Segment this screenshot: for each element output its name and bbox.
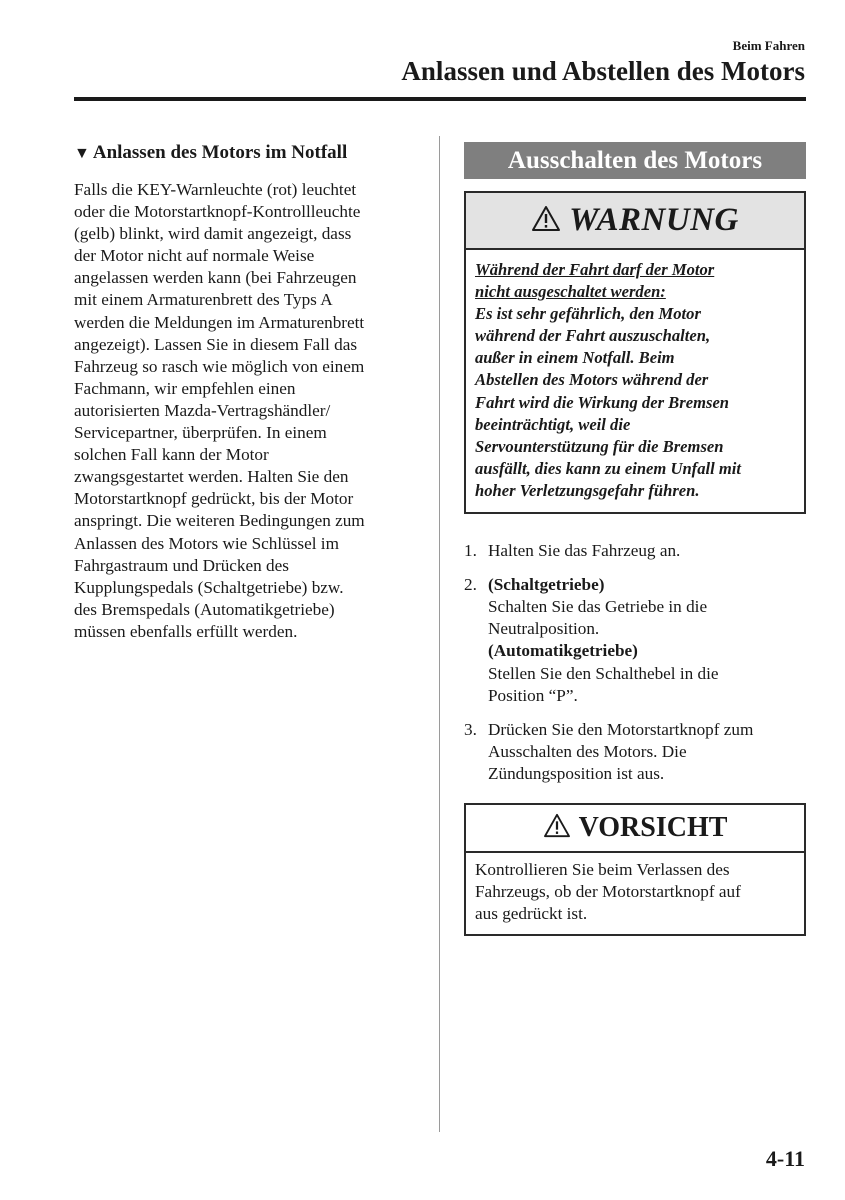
body-line: Servicepartner, überprüfen. In einem (74, 423, 327, 443)
warning-line: Servounterstützung für die Bremsen (475, 436, 724, 456)
warning-text (466, 250, 804, 512)
step-line: Drücken Sie den Motorstartknopf zum (488, 719, 754, 739)
right-column (464, 142, 806, 936)
body-line: zwangsgestartet werden. Halten Sie den (74, 467, 349, 487)
warning-line: beeinträchtigt, weil die (475, 414, 631, 434)
body-line: mit einem Armaturenbrett des Typs A (74, 290, 333, 310)
body-line: solchen Fall kann der Motor (74, 445, 269, 465)
body-line: angezeigt). Lassen Sie in diesem Fall das (74, 334, 358, 354)
step-line: Position “P”. (488, 685, 578, 705)
body-line: der Motor nicht auf normale Weise (74, 246, 315, 266)
caution-header (466, 805, 804, 853)
step-text (488, 719, 806, 785)
page-number: 4-11 (765, 1146, 805, 1171)
warning-line: ausfällt, dies kann zu einem Unfall mit (475, 458, 742, 478)
step-text (488, 574, 806, 707)
body-line: Fahrgastraum und Drücken des (74, 555, 289, 575)
step-line: Schalten Sie das Getriebe in die (488, 597, 708, 617)
body-line: Kupplungspedals (Schaltgetriebe) bzw. (74, 577, 344, 597)
body-line: Fachmann, wir empfehlen einen (74, 378, 296, 398)
step-item (464, 719, 806, 785)
caution-triangle-icon (543, 813, 571, 843)
step-item (464, 540, 806, 562)
page-title: Anlassen und Abstellen des Motors (401, 56, 805, 86)
heading-marker: ▼ (74, 145, 90, 162)
warning-line: Während der Fahrt darf der Motor (475, 260, 715, 279)
step-line: Neutralposition. (488, 619, 600, 639)
body-line: autorisierten Mazda-Vertragshändler/ (74, 400, 331, 420)
step-line: Ausschalten des Motors. Die (488, 741, 687, 761)
header-divider (74, 97, 806, 101)
body-line: oder die Motorstartknopf-Kontrollleuchte (74, 202, 361, 222)
step-number: 2. (464, 575, 477, 595)
step-item (464, 574, 806, 707)
body-line: (gelb) blinkt, wird damit angezeigt, dass (74, 224, 352, 244)
body-line: Falls die KEY-Warnleuchte (rot) leuchtet (74, 180, 357, 199)
warning-box (464, 191, 806, 514)
column-divider (439, 136, 440, 1132)
warning-line: Es ist sehr gefährlich, den Motor (475, 304, 701, 324)
header-section-label: Beim Fahren (732, 38, 805, 53)
caution-box (464, 803, 806, 936)
step-subheading: (Automatikgetriebe) (488, 641, 638, 661)
caution-label: VORSICHT (578, 811, 728, 843)
warning-line: außer in einem Notfall. Beim (475, 348, 675, 368)
caution-text (466, 853, 804, 934)
warning-line: Abstellen des Motors während der (475, 370, 709, 390)
body-line: Fahrzeug so rasch wie möglich von einem (74, 356, 365, 376)
step-text: Halten Sie das Fahrzeug an. (488, 541, 681, 561)
body-line: müssen ebenfalls erfüllt werden. (74, 621, 298, 641)
step-number: 3. (464, 719, 477, 739)
warning-header (466, 193, 804, 250)
caution-line: aus gedrückt ist. (475, 904, 588, 924)
body-line: angelassen werden kann (bei Fahrzeugen (74, 268, 357, 288)
emergency-start-heading-text: Anlassen des Motors im Notfall (92, 142, 348, 163)
body-line: anspringt. Die weiteren Bedingungen zum (74, 511, 365, 531)
step-number: 1. (464, 541, 477, 561)
warning-label: WARNUNG (569, 202, 739, 238)
warning-line: Fahrt wird die Wirkung der Bremsen (475, 392, 730, 412)
step-subheading: (Schaltgetriebe) (488, 575, 605, 595)
warning-triangle-icon (531, 205, 561, 237)
warning-line: während der Fahrt auszuschalten, (475, 326, 711, 346)
emergency-start-paragraph (74, 179, 419, 643)
body-line: Anlassen des Motors wie Schlüssel im (74, 533, 339, 553)
step-line: Zündungsposition ist aus. (488, 763, 665, 783)
warning-line: nicht ausgeschaltet werden: (475, 282, 666, 302)
left-column (74, 142, 419, 643)
body-line: werden die Meldungen im Armaturenbrett (74, 312, 365, 332)
shutdown-steps-list (464, 540, 806, 785)
body-line: Motorstartknopf gedrückt, bis der Motor (74, 489, 354, 509)
body-line: des Bremspedals (Automatikgetriebe) (74, 599, 335, 619)
warning-line: hoher Verletzungsgefahr führen. (475, 480, 700, 500)
section-title-bar: Ausschalten des Motors (464, 142, 806, 179)
caution-line: Kontrollieren Sie beim Verlassen des (475, 859, 730, 879)
emergency-start-heading (74, 142, 419, 164)
caution-line: Fahrzeugs, ob der Motorstartknopf auf (475, 882, 741, 902)
step-line: Stellen Sie den Schalthebel in die (488, 663, 719, 683)
